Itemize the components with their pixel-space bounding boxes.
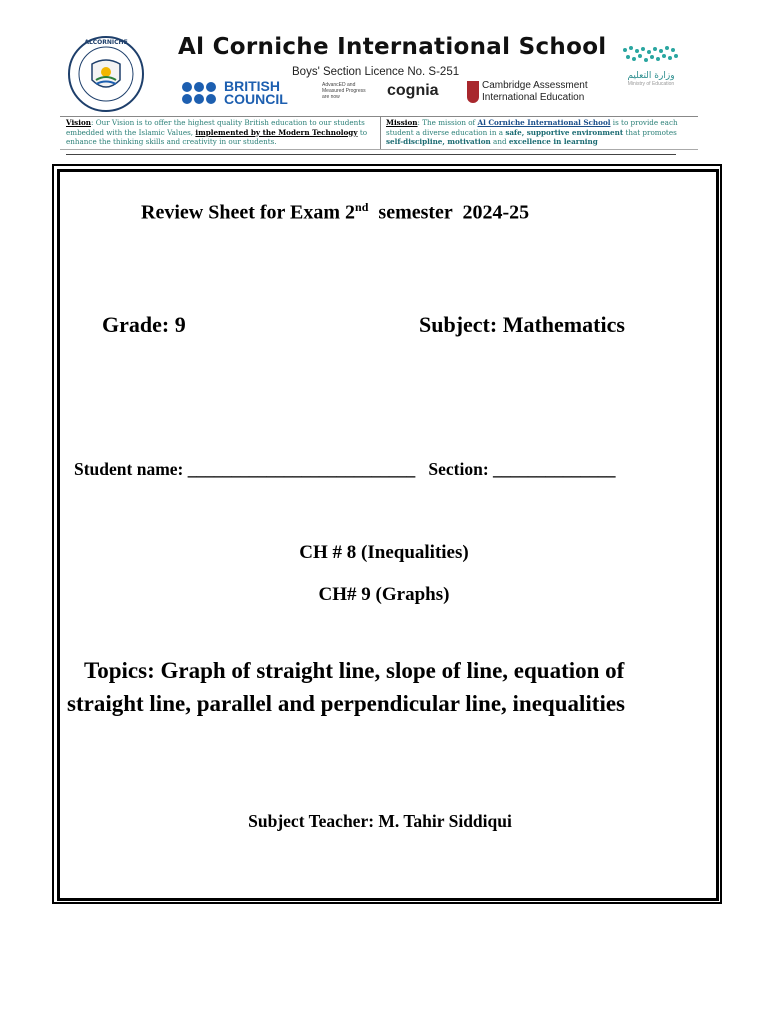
ministry-arabic: وزارة التعليم: [627, 71, 675, 81]
ministry-english: Ministry of Education: [627, 81, 675, 87]
british-council-text: BRITISH COUNCIL: [224, 78, 288, 107]
ministry-dots-icon: [621, 44, 681, 66]
cambridge-shield-icon: [467, 81, 479, 103]
topics-line-1: Topics: Graph of straight line, slope of line, equation of: [84, 658, 625, 683]
british-council-logo: [182, 80, 314, 106]
cambridge-logo: [467, 80, 594, 104]
advanced-note: AdvancED and Measured Progress are now: [322, 82, 366, 100]
subject-teacher: Subject Teacher: M. Tahir Siddiqui: [248, 811, 512, 831]
svg-text:ALCORNICHE: ALCORNICHE: [84, 39, 128, 46]
page-border-inner: [57, 169, 719, 901]
vision-statement: Vision: Our Vision is to offer the highest quality British education to our students embedded with the Islamic Values, implemented by the Modern Technology to enhance the thinking skills and creativity in our students.: [66, 118, 368, 146]
strip-divider: [380, 117, 381, 149]
vision-mission-strip: [60, 116, 698, 150]
chapter-8: CH # 8 (Inequalities): [299, 542, 469, 563]
licence-number: Boys' Section Licence No. S-251: [292, 66, 460, 78]
chapter-9: CH# 9 (Graphs): [318, 584, 450, 605]
grade-label: Grade: 9: [102, 312, 186, 337]
review-title: Review Sheet for Exam 2nd semester 2024-25: [141, 200, 530, 224]
school-logo: [62, 34, 152, 114]
topics-line-2: straight line, parallel and perpendicular line, inequalities: [67, 691, 626, 716]
mission-statement: Mission: The mission of Al Corniche International School is to provide each student a diverse education in a safe, supportive environment that promotes self-discipline, motivation and excellence in learning: [386, 118, 678, 146]
cambridge-text: Cambridge Assessment International Education: [482, 80, 588, 103]
british-council-dots-icon: [182, 81, 220, 105]
cognia-logo: cognia: [387, 82, 439, 99]
ministry-logo: [606, 44, 696, 87]
subject-label: Subject: Mathematics: [419, 312, 625, 337]
student-name-line: Student name: __________________________ Section: ______________: [74, 459, 616, 479]
header-rule: [66, 154, 676, 155]
school-name: Al Corniche International School: [178, 34, 607, 60]
